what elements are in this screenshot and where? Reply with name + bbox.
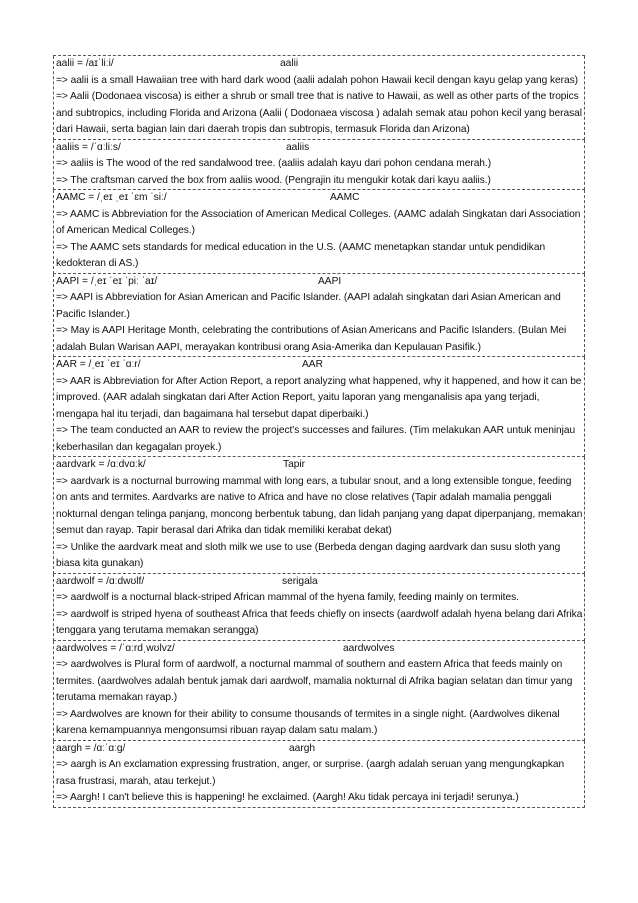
entry-line: => Unlike the aardvark meat and sloth milk we use to use (Berbeda dengan daging aardvark dan susu sloth yang biasa kita gunakan) <box>56 541 561 569</box>
entry-header <box>56 357 584 374</box>
entry-translation: Tapir <box>283 459 306 470</box>
entry-header <box>56 140 584 157</box>
entry-line: => Aargh! I can't believe this is happening! he exclaimed. (Aargh! Aku tidak percaya ini terjadi! serunya.) <box>56 792 519 803</box>
entry-translation: serigala <box>282 575 318 587</box>
entry-pronunciation: AAMC = /ˌeɪ ˌeɪ ˈɛm ˈsiː/ <box>56 192 167 203</box>
dictionary-entry <box>53 140 585 191</box>
entry-pronunciation: AAR = /ˌeɪ ˈeɪ ˈɑːr/ <box>56 359 141 370</box>
entry-line: => aargh is An exclamation expressing frustration, anger, or surprise. (aargh adalah seruan yang mengungkapkan rasa frustrasi, marah, atau terkejut.) <box>56 759 565 787</box>
entry-line: => AAR is Abbreviation for After Action Report, a report analyzing what happened, why it happened, and how it can be improved. (AAR adalah singkatan dari After Action Report, yaitu laporan yang menganalisis apa yang terjadi, mengapa hal itu terjadi, dan bagaimana hal tersebut dapat diperbaiki.) <box>56 375 582 420</box>
entry-translation: AAR <box>302 359 323 370</box>
entry-pronunciation: aardvark = /ɑːdvɑːk/ <box>56 459 146 470</box>
dictionary-entry <box>53 641 585 741</box>
entry-line: => Aalii (Dodonaea viscosa) is either a shrub or small tree that is native to Hawaii, as well as other parts of the tropics and subtropics, including Florida and Arizona (Aalii ( Dodonaea viscosa ) adalah semak atau pohon kecil yang berasal dari Hawaii, serta bagian lain dari daerah tropis dan subtropis, termasuk Florida dan Arizona) <box>56 91 582 135</box>
entry-line: => AAMC is Abbreviation for the Association of American Medical Colleges. (AAMC adalah Singkatan dari Association of American Medical Colleges.) <box>56 208 581 236</box>
entry-line: => The team conducted an AAR to review the project's successes and failures. (Tim melakukan AAR untuk meninjau keberhasilan dan kegagalan proyek.) <box>56 425 576 453</box>
entry-line: => The craftsman carved the box from aaliis wood. (Pengrajin itu mengukir kotak dari kayu aaliis.) <box>56 174 491 186</box>
entry-translation: aardwolves <box>343 642 395 654</box>
dictionary-entry <box>53 357 585 457</box>
entry-pronunciation: AAPI = /ˌeɪ ˈeɪ ˈpiː ˈaɪ/ <box>56 275 158 287</box>
entry-pronunciation: aardwolves = /ˈɑːrdˌwʊlvz/ <box>56 642 175 654</box>
entry-line: => aardwolf is a nocturnal black-striped African mammal of the hyena family, feeding mainly on termites. <box>56 592 519 603</box>
entry-translation: aaliis <box>286 141 310 153</box>
entry-line: => Aardwolves are known for their ability to consume thousands of termites in a single night. (Aardwolves dikenal karena kemampuannya mengonsumsi ribuan rayap dalam satu malam.) <box>56 708 560 736</box>
entry-translation: AAMC <box>330 192 360 203</box>
dictionary-entry <box>53 274 585 358</box>
entry-translation: AAPI <box>318 275 342 287</box>
entry-header <box>56 457 584 474</box>
dictionary-entry <box>53 574 585 641</box>
entry-line: => aardvark is a nocturnal burrowing mammal with long ears, a tubular snout, and a long extensible tongue, feeding on ants and termites. Aardvarks are native to Africa and have no close relatives (Tapir adalah mamalia penggali nokturnal dengan telinga panjang, moncong berbentuk tabung, dan lidah panjang yang dapat diperpanjang, memakan semut dan rayap. Tapir berasal dari Afrika dan tidak memiliki kerabat dekat) <box>56 475 583 536</box>
entry-line: => aardwolves is Plural form of aardwolf, a nocturnal mammal of southern and eastern Africa that feeds mainly on termites. (aardwolves adalah bentuk jamak dari aardwolf, mamalia nokturnal di Afrika bagian selatan dan timur yang terutama memakan rayap.) <box>56 659 573 703</box>
entry-line: => AAPI is Abbreviation for Asian American and Pacific Islander. (AAPI adalah singkatan dari Asian American and Pacific Islander.) <box>56 292 561 320</box>
entry-pronunciation: aargh = /ɑːˈɑːɡ/ <box>56 742 126 754</box>
entry-header <box>56 574 584 591</box>
entry-line: => The AAMC sets standards for medical education in the U.S. (AAMC menetapkan standar untuk pendidikan kedokteran di AS.) <box>56 241 546 269</box>
entry-header <box>56 190 584 207</box>
entry-line: => May is AAPI Heritage Month, celebrating the contributions of Asian Americans and Pacific Islanders. (Bulan Mei adalah Bulan Warisan AAPI, merayakan kontribusi orang Asia-Amerika dan Kepulauan Pasifik.) <box>56 325 567 353</box>
dictionary-entry <box>53 190 585 274</box>
entry-line: => aaliis is The wood of the red sandalwood tree. (aaliis adalah kayu dari pohon cendana merah.) <box>56 158 492 169</box>
entry-header <box>56 641 584 658</box>
dictionary-entry <box>53 56 585 140</box>
dictionary-document <box>53 55 585 808</box>
entry-pronunciation: aaliis = /ˈɑːliːs/ <box>56 141 121 153</box>
entry-translation: aargh <box>289 742 316 754</box>
entry-pronunciation: aalii = /aɪˈliːi/ <box>56 58 114 69</box>
entry-line: => aardwolf is striped hyena of southeast Africa that feeds chiefly on insects (aardwolf adalah hyena belang dari Afrika tenggara yang terutama memakan serangga) <box>56 608 583 636</box>
entry-header <box>56 56 584 73</box>
entry-header <box>56 741 584 758</box>
entry-header <box>56 274 584 291</box>
dictionary-entry <box>53 457 585 574</box>
entry-line: => aalii is a small Hawaiian tree with hard dark wood (aalii adalah pohon Hawaii kecil dengan kayu gelap yang keras) <box>56 74 578 86</box>
dictionary-entry <box>53 741 585 808</box>
entry-translation: aalii <box>280 58 299 69</box>
entry-pronunciation: aardwolf = /ɑːdwʊlf/ <box>56 575 145 587</box>
